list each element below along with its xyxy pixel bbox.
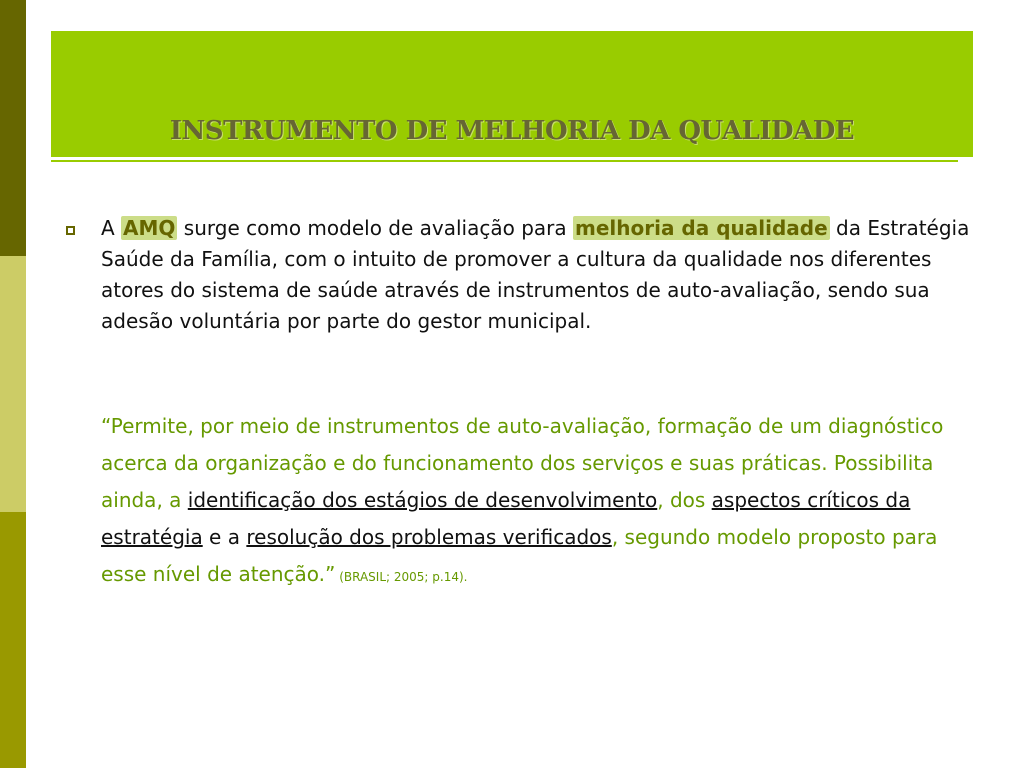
quote-text-5: , segundo modelo proposto para esse nível de atenção.”	[101, 525, 938, 586]
quote-text-3: e	[202, 525, 222, 549]
para-text-3: da Estratégia Saúde da Família, com o intuito de promover a cultura da qualidade nos diferentes atores do sistema de saúde através de instrumentos de auto-avaliação, sendo sua adesão voluntária por parte do gestor municipal.	[101, 216, 970, 333]
slide-title: INSTRUMENTO DE MELHORIA DA QUALIDADE	[169, 116, 855, 146]
citation: (BRASIL; 2005; p.14).	[335, 570, 468, 584]
quote-text-2: , dos	[657, 488, 712, 512]
side-bar-mid	[0, 512, 26, 768]
title-divider	[51, 160, 958, 162]
melhoria-highlight: melhoria da qualidade	[575, 216, 828, 240]
link-identificacao[interactable]: identificação dos estágios de desenvolvimento	[187, 488, 658, 512]
side-bar-light	[0, 256, 26, 512]
main-paragraph	[101, 213, 971, 337]
hollow-square-bullet-icon	[66, 226, 75, 235]
quote-paragraph	[101, 408, 971, 596]
link-aspectos-criticos[interactable]: aspectos críticos da estratégia	[101, 488, 911, 549]
para-text-1: A	[101, 216, 122, 240]
amq-highlight: AMQ	[123, 216, 176, 240]
quote-text-1: “Permite, por meio de instrumentos de auto-avaliação, formação de um diagnóstico acerca da organização e do funcionamento dos serviços e suas práticas. Possibilita ainda, a	[101, 414, 944, 512]
link-resolucao[interactable]: resolução dos problemas verificados	[246, 525, 612, 549]
quote-text-4: a	[221, 525, 247, 549]
para-text-2: surge como modelo de avaliação para	[177, 216, 574, 240]
